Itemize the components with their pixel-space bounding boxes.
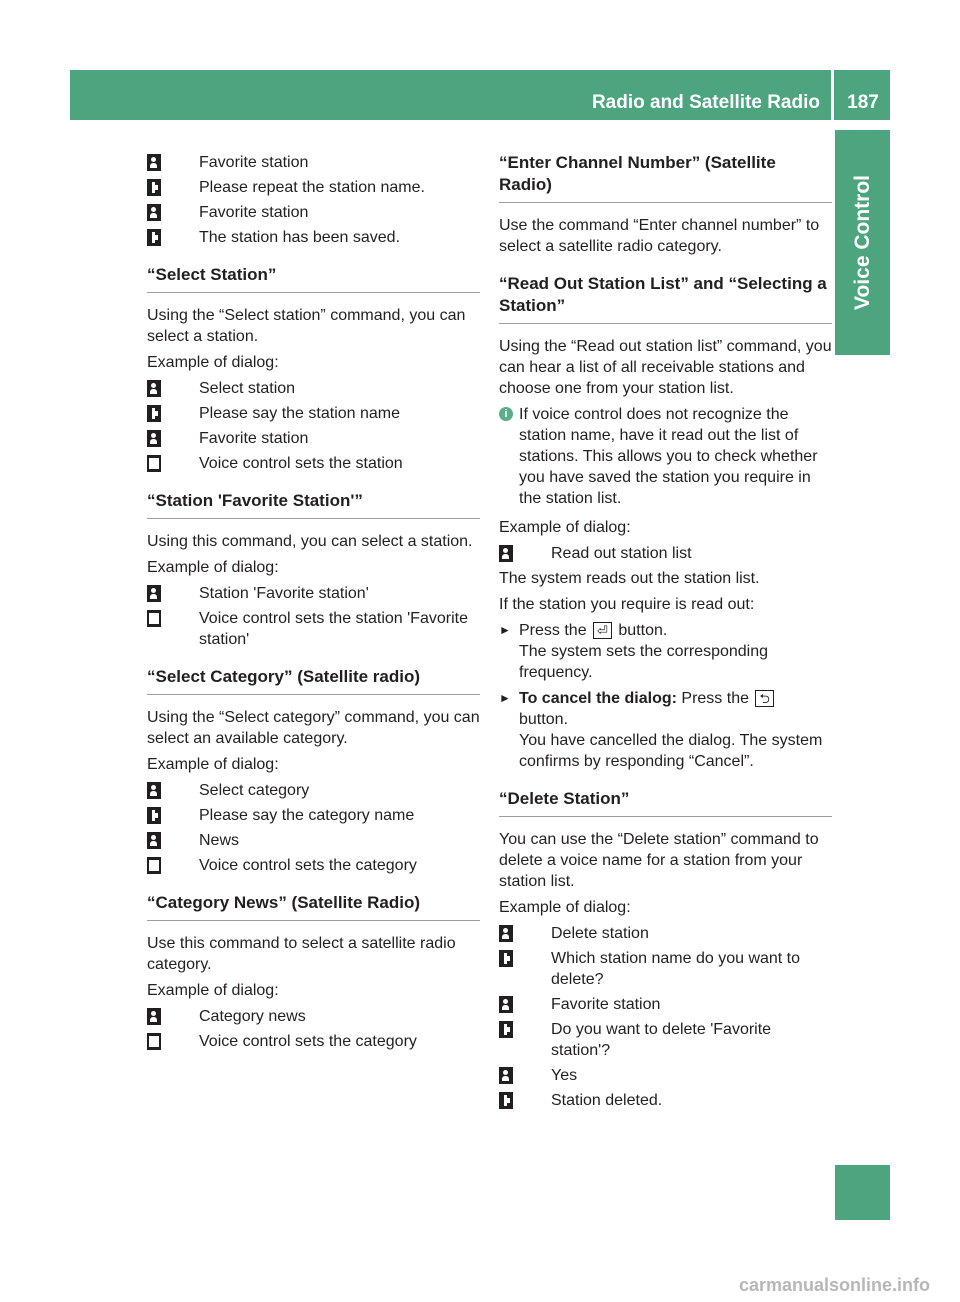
dialog-line: Voice control sets the category — [147, 1031, 480, 1052]
section-heading-enter-channel: “Enter Channel Number” (Satellite Radio) — [499, 152, 832, 203]
dialog-line: Favorite station — [147, 202, 480, 223]
dialog-line: Category news — [147, 1006, 480, 1027]
example-label: Example of dialog: — [147, 559, 279, 576]
dialog-line: Select category — [147, 780, 480, 801]
section-description: Using this command, you can select a station. — [147, 533, 473, 550]
dialog-line: Favorite station — [499, 994, 832, 1015]
example-label: Example of dialog: — [147, 756, 279, 773]
intro-dialog — [147, 152, 480, 248]
section-description: Using the “Select category” command, you can select an available category. — [147, 709, 480, 747]
section-heading-read-out: “Read Out Station List” and “Selecting a Station” — [499, 273, 832, 324]
section-description: Using the “Select station” command, you can select a station. — [147, 307, 466, 345]
body-text: The system reads out the station list. — [499, 570, 760, 587]
section-heading-select-category: “Select Category” (Satellite radio) — [147, 666, 480, 695]
dialog-line: Please say the station name — [147, 403, 480, 424]
system-speaks-icon — [499, 1092, 513, 1109]
display-action-icon — [147, 610, 161, 627]
dialog-line: Favorite station — [147, 428, 480, 449]
step-arrow-icon: ► — [499, 691, 511, 705]
section-description: Using the “Read out station list” command, you can hear a list of all receivable stations and choose one from your station list. — [499, 338, 832, 397]
step-text: To cancel the dialog: Press the ⮌ button. You have cancelled the dialog. The system confirms by responding “Cancel”. — [519, 690, 823, 770]
user-speaks-icon — [499, 1067, 513, 1084]
dialog-line: Do you want to delete 'Favorite station'? — [499, 1019, 832, 1061]
dialog-line: Station 'Favorite station' — [147, 583, 480, 604]
dialog-line: Which station name do you want to delete? — [499, 948, 832, 990]
dialog-line: News — [147, 830, 480, 851]
side-marker — [835, 1165, 890, 1220]
instruction-step — [499, 688, 832, 772]
user-speaks-icon — [499, 996, 513, 1013]
dialog-line: Station deleted. — [499, 1090, 832, 1111]
dialog-line: The station has been saved. — [147, 227, 480, 248]
back-button-glyph: ⮌ — [755, 690, 773, 707]
info-note-text: If voice control does not recognize the station name, have it read out the list of stations. This allows you to check whether you have saved the station you require in the station list. — [519, 406, 818, 507]
section-description: You can use the “Delete station” command to delete a voice name for a station from your station list. — [499, 831, 819, 890]
page-number: 187 — [847, 92, 879, 113]
right-column — [499, 152, 832, 1115]
system-speaks-icon — [499, 950, 513, 967]
display-action-icon — [147, 857, 161, 874]
user-speaks-icon — [147, 204, 161, 221]
system-speaks-icon — [147, 229, 161, 246]
display-action-icon — [147, 455, 161, 472]
user-speaks-icon — [499, 545, 513, 562]
step-arrow-icon: ► — [499, 623, 511, 637]
example-label: Example of dialog: — [499, 899, 631, 916]
user-speaks-icon — [147, 585, 161, 602]
page-header-title: Radio and Satellite Radio — [591, 92, 820, 113]
user-speaks-icon — [147, 154, 161, 171]
dialog-line: Yes — [499, 1065, 832, 1086]
user-speaks-icon — [147, 1008, 161, 1025]
dialog-line: Read out station list — [499, 543, 832, 564]
info-icon: i — [499, 407, 513, 421]
dialog-line: Delete station — [499, 923, 832, 944]
header-divider — [831, 70, 834, 120]
dialog-line: Please say the category name — [147, 805, 480, 826]
example-label: Example of dialog: — [147, 354, 279, 371]
section-description: Use this command to select a satellite radio category. — [147, 935, 456, 973]
instruction-step — [499, 620, 832, 683]
display-action-icon — [147, 1033, 161, 1050]
body-text: If the station you require is read out: — [499, 596, 755, 613]
dialog-line: Favorite station — [147, 152, 480, 173]
system-speaks-icon — [147, 807, 161, 824]
system-speaks-icon — [499, 1021, 513, 1038]
example-label: Example of dialog: — [147, 982, 279, 999]
section-heading-station-favorite: “Station 'Favorite Station'” — [147, 490, 480, 519]
info-note — [499, 404, 832, 509]
side-tab — [835, 130, 890, 355]
dialog-line: Voice control sets the station 'Favorite station' — [147, 608, 480, 650]
watermark: carmanualsonline.info — [738, 1275, 930, 1295]
talk-button-glyph: ⏎ — [593, 622, 612, 639]
side-tab-label: Voice Control — [851, 175, 875, 310]
user-speaks-icon — [147, 832, 161, 849]
user-speaks-icon — [147, 782, 161, 799]
dialog-line: Please repeat the station name. — [147, 177, 480, 198]
dialog-line: Voice control sets the category — [147, 855, 480, 876]
user-speaks-icon — [147, 380, 161, 397]
section-description: Use the command “Enter channel number” to select a satellite radio category. — [499, 217, 820, 255]
system-speaks-icon — [147, 179, 161, 196]
dialog-line: Voice control sets the station — [147, 453, 480, 474]
dialog-line: Select station — [147, 378, 480, 399]
section-heading-category-news: “Category News” (Satellite Radio) — [147, 892, 480, 921]
step-text: Press the ⏎ button. The system sets the corresponding frequency. — [519, 622, 769, 681]
left-column — [147, 152, 480, 1056]
example-label: Example of dialog: — [499, 519, 631, 536]
section-heading-select-station: “Select Station” — [147, 264, 480, 293]
section-heading-delete-station: “Delete Station” — [499, 788, 832, 817]
system-speaks-icon — [147, 405, 161, 422]
user-speaks-icon — [499, 925, 513, 942]
user-speaks-icon — [147, 430, 161, 447]
